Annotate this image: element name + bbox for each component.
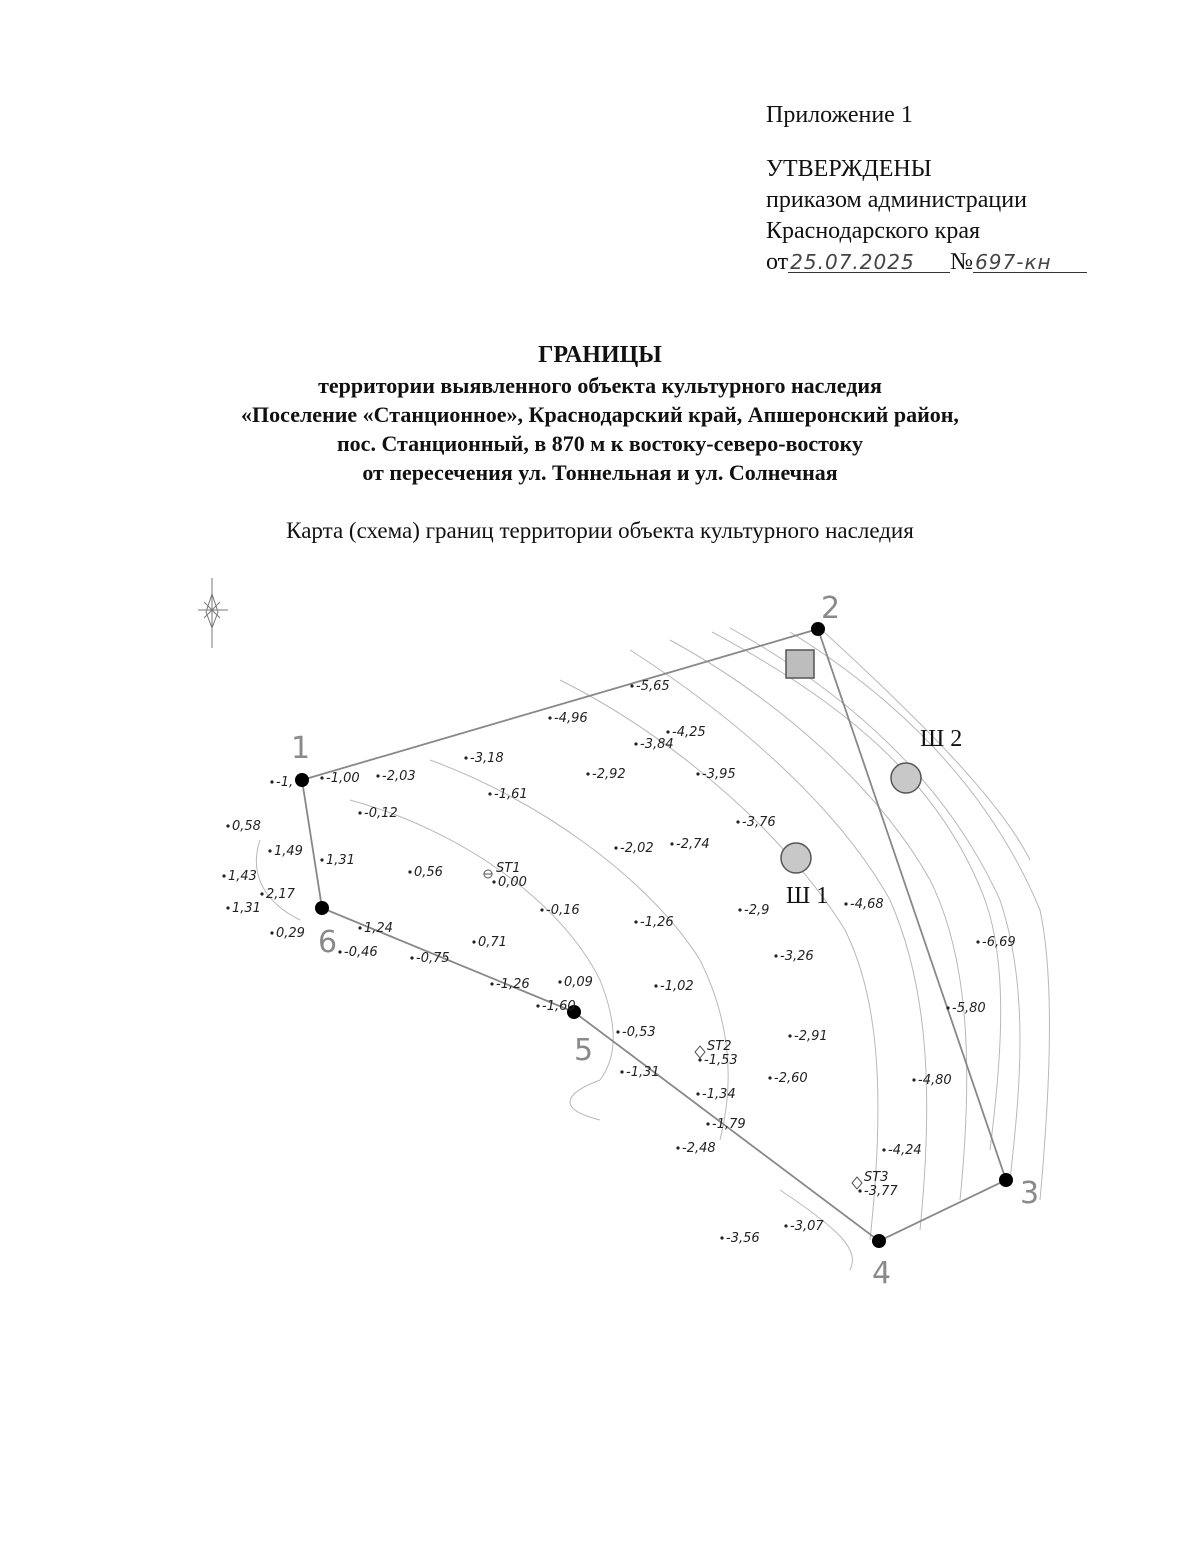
order-label: приказом администрации bbox=[766, 187, 1027, 213]
elevation-dot bbox=[488, 792, 491, 795]
pit-label-1: Ш 1 bbox=[786, 883, 829, 909]
elevation-dot bbox=[358, 811, 361, 814]
elevation-label: -2,60 bbox=[774, 1071, 808, 1086]
elevation-label: -2,02 bbox=[620, 841, 654, 856]
elevation-label: 0,56 bbox=[414, 865, 443, 880]
elevation-dot bbox=[654, 984, 657, 987]
vertex-dot-1 bbox=[295, 773, 309, 787]
elevation-label: -4,68 bbox=[850, 897, 884, 912]
elevation-dot bbox=[634, 742, 637, 745]
elevation-label: 1,43 bbox=[228, 869, 257, 884]
elevation-dot bbox=[784, 1224, 787, 1227]
vertex-label-5: 5 bbox=[574, 1033, 594, 1068]
number-sign: № bbox=[950, 249, 974, 275]
elevation-dot bbox=[338, 950, 341, 953]
elevation-dot bbox=[260, 892, 263, 895]
elevation-label: -3,76 bbox=[742, 815, 776, 830]
elevation-label: -3,18 bbox=[470, 751, 504, 766]
elevation-dot bbox=[270, 931, 273, 934]
elevation-label: -1,02 bbox=[660, 979, 694, 994]
vertex-dot-6 bbox=[315, 901, 329, 915]
station-label-3: ST3 bbox=[864, 1170, 889, 1185]
elevation-label: 0,71 bbox=[478, 935, 507, 950]
elevation-points bbox=[222, 679, 1015, 1246]
elevation-label: -1,61 bbox=[494, 787, 528, 802]
elevation-label: -1,34 bbox=[702, 1087, 736, 1102]
elevation-label: -5,80 bbox=[952, 1001, 986, 1016]
elevation-dot bbox=[270, 780, 273, 783]
elevation-label: -1,00 bbox=[326, 771, 360, 786]
elevation-label: -2,48 bbox=[682, 1141, 716, 1156]
elevation-dot bbox=[844, 902, 847, 905]
elevation-dot bbox=[946, 1006, 949, 1009]
title-line-1: территории выявленного объекта культурного наследия bbox=[318, 373, 882, 398]
elevation-dot bbox=[706, 1122, 709, 1125]
elevation-dot bbox=[788, 1034, 791, 1037]
building-square-icon bbox=[786, 650, 814, 678]
vertex-dot-4 bbox=[872, 1234, 886, 1248]
elevation-label: 0,29 bbox=[276, 926, 305, 941]
elevation-label: -1,53 bbox=[704, 1053, 738, 1068]
elevation-label: -2,9 bbox=[744, 903, 770, 918]
elevation-dot bbox=[858, 1189, 861, 1192]
elevation-label: -0,12 bbox=[364, 806, 398, 821]
elevation-dot bbox=[226, 906, 229, 909]
appendix-label: Приложение 1 bbox=[766, 102, 913, 128]
elevation-dot bbox=[222, 874, 225, 877]
elevation-dot bbox=[320, 858, 323, 861]
elevation-dot bbox=[472, 940, 475, 943]
elevation-dot bbox=[882, 1148, 885, 1151]
pit-label-2: Ш 2 bbox=[920, 726, 963, 752]
elevation-label: 1,31 bbox=[232, 901, 261, 916]
elevation-label: -2,92 bbox=[592, 767, 626, 782]
region-label: Краснодарского края bbox=[766, 218, 981, 244]
elevation-dot bbox=[320, 776, 323, 779]
elevation-dot bbox=[358, 926, 361, 929]
elevation-label: -3,26 bbox=[780, 949, 814, 964]
map-subtitle: Карта (схема) границ территории объекта культурного наследия bbox=[286, 518, 914, 543]
north-arrow-icon bbox=[198, 578, 228, 648]
elevation-dot bbox=[768, 1076, 771, 1079]
elevation-dot bbox=[614, 846, 617, 849]
elevation-dot bbox=[976, 940, 979, 943]
elevation-dot bbox=[666, 730, 669, 733]
elevation-label: 0,58 bbox=[232, 819, 261, 834]
vertex-label-2: 2 bbox=[821, 591, 841, 626]
elevation-dot bbox=[912, 1078, 915, 1081]
elevation-label: -4,96 bbox=[554, 711, 588, 726]
elevation-dot bbox=[408, 870, 411, 873]
elevation-dot bbox=[268, 849, 271, 852]
elevation-label: -4,25 bbox=[672, 725, 706, 740]
elevation-dot bbox=[774, 954, 777, 957]
elevation-label: -5,65 bbox=[636, 679, 670, 694]
station-label-2: ST2 bbox=[707, 1039, 732, 1054]
elevation-label: -0,53 bbox=[622, 1025, 656, 1040]
elevation-dot bbox=[698, 1058, 701, 1061]
vertex-label-4: 4 bbox=[872, 1256, 892, 1291]
elevation-dot bbox=[630, 684, 633, 687]
elevation-label: -2,74 bbox=[676, 837, 710, 852]
vertex-label-3: 3 bbox=[1020, 1176, 1040, 1211]
elevation-label: -2,91 bbox=[794, 1029, 828, 1044]
elevation-label: -3,77 bbox=[864, 1184, 898, 1199]
date-prefix: от bbox=[766, 249, 789, 275]
title-main: ГРАНИЦЫ bbox=[538, 342, 662, 368]
elevation-label: -1,60 bbox=[542, 999, 576, 1014]
elevation-dot bbox=[616, 1030, 619, 1033]
elevation-dot bbox=[226, 824, 229, 827]
elevation-dot bbox=[670, 842, 673, 845]
handwritten-number: 697-кн bbox=[973, 252, 1087, 273]
elevation-label: -1,31 bbox=[626, 1065, 660, 1080]
elevation-label: -3,84 bbox=[640, 737, 674, 752]
elevation-label: 0,09 bbox=[564, 975, 593, 990]
elevation-dot bbox=[586, 772, 589, 775]
elevation-dot bbox=[558, 980, 561, 983]
elevation-label: -0,46 bbox=[344, 945, 378, 960]
elevation-label: 2,17 bbox=[266, 887, 295, 902]
elevation-label: -2,03 bbox=[382, 769, 416, 784]
elevation-label: -3,07 bbox=[790, 1219, 824, 1234]
elevation-label: -0,75 bbox=[416, 951, 450, 966]
elevation-dot bbox=[736, 820, 739, 823]
elevation-dot bbox=[548, 716, 551, 719]
elevation-dot bbox=[620, 1070, 623, 1073]
elevation-dot bbox=[490, 982, 493, 985]
pit-circle-1 bbox=[781, 843, 811, 873]
elevation-dot bbox=[536, 1004, 539, 1007]
elevation-dot bbox=[464, 756, 467, 759]
vertex-label-6: 6 bbox=[318, 925, 338, 960]
elevation-label: -6,69 bbox=[982, 935, 1016, 950]
elevation-label: 1,49 bbox=[274, 844, 303, 859]
elevation-label: -3,56 bbox=[726, 1231, 760, 1246]
elevation-dot bbox=[696, 772, 699, 775]
elevation-dot bbox=[540, 908, 543, 911]
pit-circle-2 bbox=[891, 763, 921, 793]
elevation-dot bbox=[492, 880, 495, 883]
elevation-dot bbox=[720, 1236, 723, 1239]
elevation-label: 0,00 bbox=[498, 875, 527, 890]
elevation-label: -1,26 bbox=[496, 977, 530, 992]
handwritten-date: 25.07.2025 bbox=[788, 252, 950, 273]
elevation-label: -1, bbox=[276, 775, 294, 790]
elevation-label: -0,16 bbox=[546, 903, 580, 918]
elevation-label: -4,24 bbox=[888, 1143, 922, 1158]
elevation-label: 1,24 bbox=[364, 921, 393, 936]
elevation-label: -3,95 bbox=[702, 767, 736, 782]
title-line-3: пос. Станционный, в 870 м к востоку-северо-востоку bbox=[337, 431, 863, 456]
elevation-label: -1,26 bbox=[640, 915, 674, 930]
station-icon-1 bbox=[484, 870, 492, 878]
approved-label: УТВЕРЖДЕНЫ bbox=[766, 156, 932, 182]
elevation-dot bbox=[410, 956, 413, 959]
title-line-4: от пересечения ул. Тоннельная и ул. Солнечная bbox=[362, 460, 838, 485]
title-line-2: «Поселение «Станционное», Краснодарский край, Апшеронский район, bbox=[241, 402, 959, 427]
elevation-dot bbox=[696, 1092, 699, 1095]
elevation-dot bbox=[676, 1146, 679, 1149]
vertex-label-1: 1 bbox=[291, 731, 311, 766]
elevation-dot bbox=[376, 774, 379, 777]
elevation-label: 1,31 bbox=[326, 853, 355, 868]
elevation-label: -1,79 bbox=[712, 1117, 746, 1132]
elevation-label: -4,80 bbox=[918, 1073, 952, 1088]
vertex-dot-3 bbox=[999, 1173, 1013, 1187]
elevation-dot bbox=[738, 908, 741, 911]
station-icon-3 bbox=[852, 1177, 862, 1189]
elevation-dot bbox=[634, 920, 637, 923]
station-label-1: ST1 bbox=[496, 861, 521, 876]
